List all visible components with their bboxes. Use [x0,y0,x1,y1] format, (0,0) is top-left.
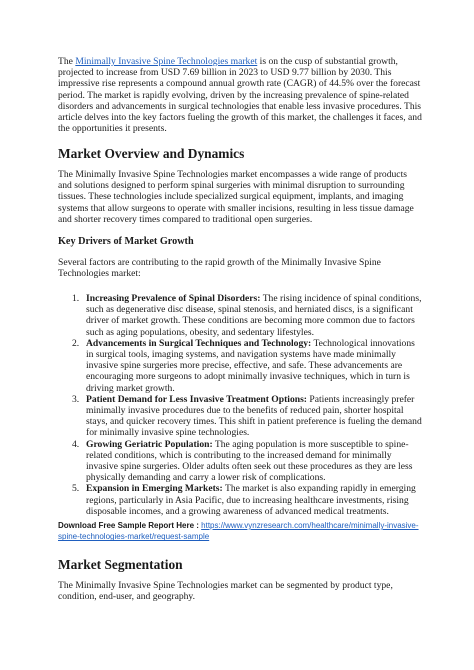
download-line [58,520,422,542]
list-item-text: The aging population is more susceptible to spine-related conditions, which is contributing to the increased demand for minimally invasive spine surgeries. Older adults often seek out these procedures as they are less physically demanding and carry a lower risk of complications. [86,438,413,484]
intro-text: is on the cusp of substantial growth, projected to increase from USD 7.69 billion in 2023 to USD 9.77 billion by 2030. This impressive rise represents a compound annual growth rate (CAGR) of 44.5% over the forecast period. The market is rapidly evolving, driven by the increasing prevalence of spine-related disorders and advancements in surgical technologies that enable less invasive procedures. This article delves into the key factors fueling the growth of this market, the challenges it faces, and the opportunities it presents. [58,56,422,135]
list-item [58,439,422,484]
list-item [58,338,422,394]
segmentation-paragraph: The Minimally Invasive Spine Technologies market can be segmented by product type, condition, end-user, and geography. [58,580,393,603]
download-link[interactable]: https://www.vynzresearch.com/healthcare/minimally-invasive-spine-technologies-market/request-sample [58,521,419,542]
list-item-title: Patient Demand for Less Invasive Treatment Options: [86,393,308,405]
list-item [58,394,422,439]
market-link[interactable]: Minimally Invasive Spine Technologies market [75,56,258,67]
intro-prefix: The [58,56,76,67]
download-label: Download Free Sample Report Here : [58,521,202,530]
list-item-text: Technological innovations in surgical tools, imaging systems, and navigation systems have made minimally invasive spine surgeries more precise, effective, and safe. These advancements are encouraging more surgeons to adopt minimally invasive techniques, which in turn is driving market growth. [86,337,415,394]
drivers-heading: Key Drivers of Market Growth [58,236,194,247]
intro-paragraph [58,56,422,134]
list-number: 3. [72,393,80,405]
list-item-title: Advancements in Surgical Techniques and Technology: [86,337,312,349]
overview-paragraph: The Minimally Invasive Spine Technologies market encompasses a wide range of products and solutions designed to perform spinal surgeries with minimal disruption to surrounding tissues. These technologies include specialized surgical equipment, implants, and imaging systems that allow surgeons to operate with smaller incisions, resulting in less tissue damage and shorter recovery times compared to traditional open surgeries. [58,169,414,225]
list-item-text: The rising incidence of spinal conditions, such as degenerative disc disease, spinal stenosis, and herniated discs, is a significant driver of market growth. These conditions are becoming more common due to factors such as aging populations, obesity, and sedentary lifestyles. [86,293,422,338]
list-item-title: Expansion in Emerging Markets: [86,483,223,495]
list-item-title: Growing Geriatric Population: [86,438,213,450]
drivers-intro: Several factors are contributing to the rapid growth of the Minimally Invasive Spine Technologies market: [58,257,381,280]
list-item-text: The market is also expanding rapidly in emerging regions, particularly in Asia Pacific, due to increasing healthcare investments, rising disposable incomes, and a growing awareness of advanced medical treatments. [86,483,416,517]
list-item-text: Patients increasingly prefer minimally invasive procedures due to the benefits of reduced pain, shorter hospital stays, and quicker recovery times. This shift in patient preference is fueling the demand for minimally invasive spine technologies. [86,393,422,439]
list-number: 1. [72,293,80,304]
list-item [58,483,422,517]
list-number: 4. [72,438,80,450]
segmentation-heading: Market Segmentation [58,557,183,572]
overview-heading: Market Overview and Dynamics [58,146,245,161]
list-item [58,293,422,338]
list-item-title: Increasing Prevalence of Spinal Disorders: [86,293,261,304]
list-number: 5. [72,483,80,495]
list-number: 2. [72,337,80,349]
drivers-list [58,293,422,517]
